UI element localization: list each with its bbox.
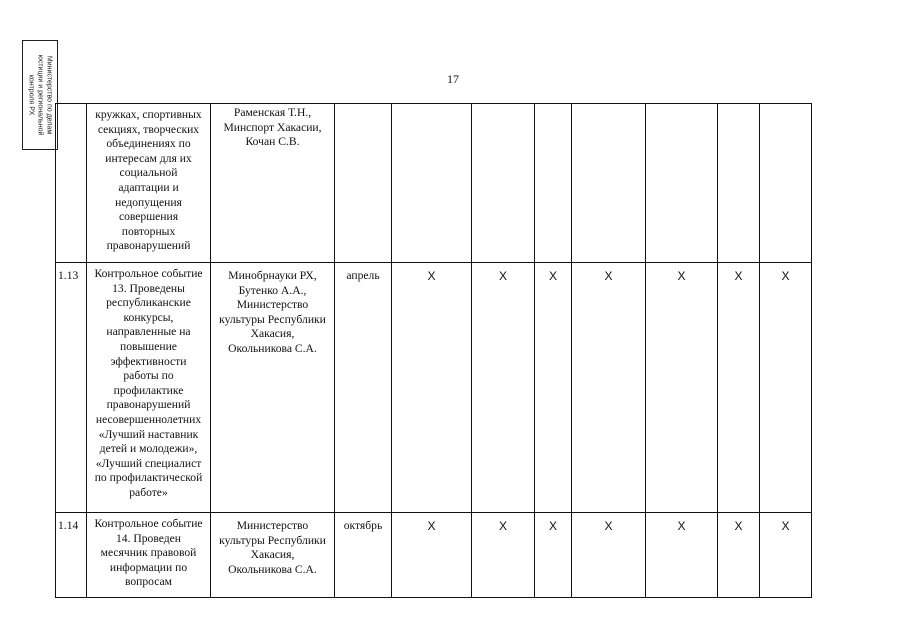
mark-cell bbox=[472, 104, 535, 263]
cell-line: адаптации и bbox=[118, 180, 179, 194]
cell-line: объединениях по bbox=[106, 137, 191, 151]
cell-line: Раменская Т.Н., bbox=[233, 106, 312, 119]
item-number-cell: 1.14 bbox=[56, 513, 87, 598]
cell-line: Кочан С.В. bbox=[245, 135, 300, 149]
cell-line: правонарушений bbox=[106, 239, 191, 253]
cell-line: Минобрнауки РХ, bbox=[228, 269, 317, 282]
cell-line: Минспорт Хакасии, bbox=[223, 120, 322, 134]
mark-cell: X bbox=[472, 263, 535, 513]
cell-line: культуры Республики bbox=[219, 533, 326, 547]
cell-line: 14. Проведен bbox=[115, 531, 181, 545]
event-description-cell bbox=[87, 263, 211, 513]
cell-line: Окольникова С.А. bbox=[228, 562, 317, 576]
deadline-cell bbox=[335, 104, 392, 263]
cell-line: Бутенко А.А., bbox=[238, 283, 307, 297]
cell-line: детей и молодежи», bbox=[99, 442, 198, 456]
cell-line: секциях, творческих bbox=[97, 122, 200, 136]
deadline-cell: апрель bbox=[335, 263, 392, 513]
cell-line: Хакасия, bbox=[250, 548, 295, 562]
mark-cell: X bbox=[572, 513, 646, 598]
mark-cell: X bbox=[646, 513, 718, 598]
cell-line: Министерство bbox=[236, 519, 309, 532]
cell-line: информации по bbox=[109, 560, 188, 574]
stamp-line: контроля РХ bbox=[27, 74, 35, 116]
cell-line: направленные на bbox=[106, 325, 191, 339]
cell-line: Хакасия, bbox=[250, 327, 295, 341]
mark-cell: X bbox=[646, 263, 718, 513]
mark-cell bbox=[760, 104, 812, 263]
cell-line: работы по bbox=[123, 369, 174, 383]
cell-line: работе» bbox=[129, 485, 168, 499]
cell-line: повышение bbox=[120, 339, 177, 353]
cell-line: кружках, спортивных bbox=[95, 108, 202, 121]
mark-cell: X bbox=[392, 263, 472, 513]
mark-cell: X bbox=[572, 263, 646, 513]
item-number-cell bbox=[56, 104, 87, 263]
cell-line: недопущения bbox=[115, 195, 182, 209]
cell-line: Окольникова С.А. bbox=[228, 341, 317, 355]
deadline-cell: октябрь bbox=[335, 513, 392, 598]
cell-line: Контрольное событие bbox=[94, 517, 203, 530]
mark-cell: X bbox=[472, 513, 535, 598]
cell-line: Министерство bbox=[236, 298, 309, 312]
mark-cell: X bbox=[392, 513, 472, 598]
stamp-line: Министерство по делам bbox=[45, 55, 53, 135]
cell-line: совершения bbox=[118, 210, 179, 224]
cell-line: месячник правовой bbox=[100, 546, 197, 560]
cell-line: конкурсы, bbox=[123, 310, 174, 324]
cell-line: по профилактической bbox=[94, 471, 203, 485]
cell-line: эффективности bbox=[110, 354, 187, 368]
cell-line: 13. Проведены bbox=[112, 281, 185, 295]
plan-table bbox=[55, 103, 812, 598]
mark-cell: X bbox=[760, 263, 812, 513]
responsible-cell bbox=[211, 513, 335, 598]
registration-stamp bbox=[22, 40, 58, 150]
cell-line: интересам для их bbox=[105, 151, 192, 165]
item-number-cell: 1.13 bbox=[56, 263, 87, 513]
mark-cell: X bbox=[718, 263, 760, 513]
stamp-text bbox=[27, 55, 54, 136]
mark-cell: X bbox=[535, 263, 572, 513]
cell-line: социальной bbox=[119, 166, 178, 180]
cell-line: «Лучший наставник bbox=[98, 427, 199, 441]
mark-cell: X bbox=[535, 513, 572, 598]
cell-line: несовершеннолетних bbox=[95, 412, 202, 426]
mark-cell bbox=[646, 104, 718, 263]
mark-cell bbox=[392, 104, 472, 263]
event-description-cell bbox=[87, 104, 211, 263]
mark-cell bbox=[718, 104, 760, 263]
mark-cell: X bbox=[718, 513, 760, 598]
cell-line: повторных bbox=[121, 224, 176, 238]
mark-cell bbox=[535, 104, 572, 263]
event-description-cell bbox=[87, 513, 211, 598]
cell-line: Контрольное событие bbox=[94, 267, 203, 280]
table-row bbox=[56, 513, 812, 598]
table-row bbox=[56, 263, 812, 513]
mark-cell bbox=[572, 104, 646, 263]
table-row bbox=[56, 104, 812, 263]
page-number: 17 bbox=[447, 72, 459, 86]
cell-line: культуры Республики bbox=[219, 312, 326, 326]
cell-line: профилактике bbox=[113, 383, 184, 397]
stamp-line: юстиции и региональной bbox=[36, 54, 44, 136]
responsible-cell bbox=[211, 104, 335, 263]
mark-cell: X bbox=[760, 513, 812, 598]
cell-line: правонарушений bbox=[106, 398, 191, 412]
responsible-cell bbox=[211, 263, 335, 513]
cell-line: «Лучший специалист bbox=[95, 456, 202, 470]
cell-line: вопросам bbox=[124, 575, 173, 589]
cell-line: республиканские bbox=[106, 296, 191, 310]
